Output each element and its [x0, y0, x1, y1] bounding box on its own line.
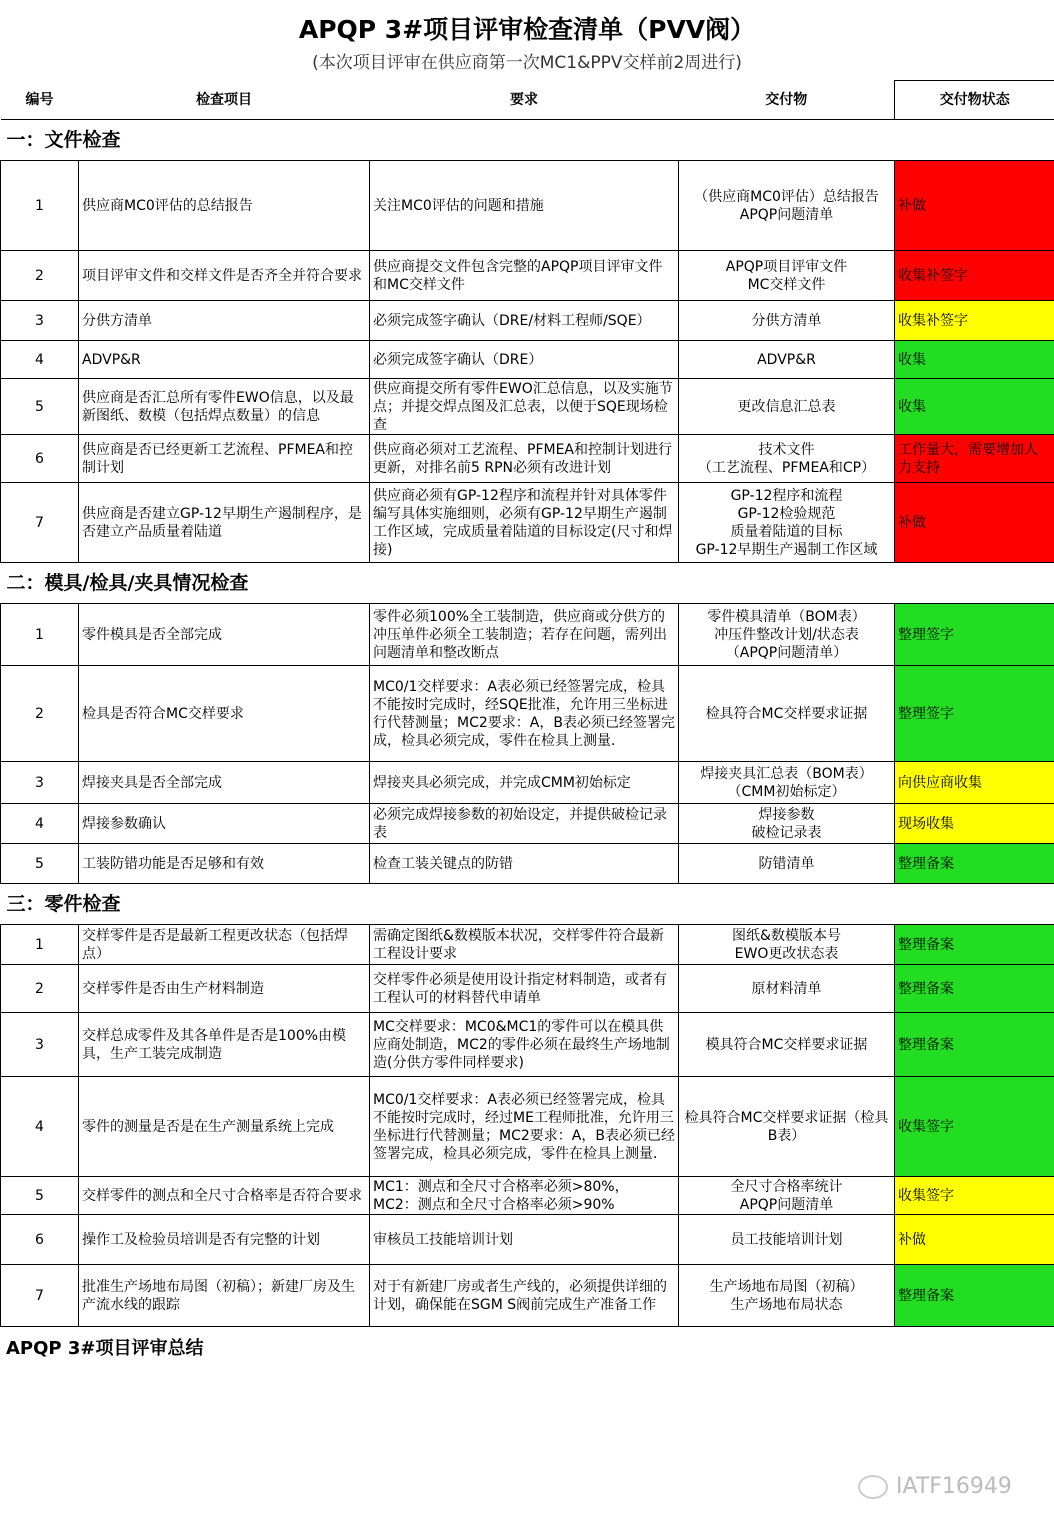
table-row	[1, 1215, 1054, 1265]
deliverable: 员工技能培训计划	[679, 1215, 895, 1265]
section-title: 一：文件检查	[1, 120, 1054, 161]
status-badge: 向供应商收集	[895, 762, 1054, 804]
row-number: 5	[1, 1177, 79, 1215]
watermark	[858, 1474, 1012, 1499]
status-badge: 整理备案	[895, 1265, 1054, 1327]
deliverable: ADVP&R	[679, 341, 895, 379]
row-number: 4	[1, 804, 79, 844]
status-badge: 收集补签字	[895, 251, 1054, 301]
check-item: 供应商是否建立GP-12早期生产遏制程序，是否建立产品质量着陆道	[79, 483, 370, 563]
requirement: 必须完成签字确认（DRE/材料工程师/SQE）	[370, 301, 679, 341]
table-row	[1, 925, 1054, 965]
requirement: 必须完成焊接参数的初始设定，并提供破检记录表	[370, 804, 679, 844]
row-number: 1	[1, 925, 79, 965]
status-badge: 工作量大，需要增加人力支持	[895, 435, 1054, 483]
page-subtitle: (本次项目评审在供应商第一次MC1&PPV交样前2周进行)	[312, 53, 742, 73]
status-badge: 整理签字	[895, 604, 1054, 666]
status-badge: 整理备案	[895, 965, 1054, 1013]
section-header	[1, 120, 1054, 161]
row-number: 4	[1, 341, 79, 379]
row-number: 2	[1, 251, 79, 301]
section-header	[1, 884, 1054, 925]
deliverable: 分供方清单	[679, 301, 895, 341]
wechat-icon	[858, 1475, 888, 1499]
table-row	[1, 301, 1054, 341]
requirement: MC0/1交样要求：A表必须已经签署完成，检具不能按时完成时，经SQE批准，允许用三坐标进行代替测量；MC2要求：A，B表必须已经签署完成，检具必须完成，零件在检具上测量.	[370, 666, 679, 762]
check-item: 交样零件的测点和全尺寸合格率是否符合要求	[79, 1177, 370, 1215]
table-row	[1, 341, 1054, 379]
checklist-table	[0, 80, 1054, 1327]
table-row	[1, 435, 1054, 483]
check-item: 交样零件是否是最新工程更改状态（包括焊点）	[79, 925, 370, 965]
status-badge: 收集	[895, 341, 1054, 379]
requirement: 供应商必须有GP-12程序和流程并针对具体零件编写具体实施细则，必须有GP-12早期生产遏制工作区域，完成质量着陆道的目标设定(尺寸和焊接)	[370, 483, 679, 563]
check-item: 供应商是否已经更新工艺流程、PFMEA和控制计划	[79, 435, 370, 483]
row-number: 3	[1, 762, 79, 804]
table-row	[1, 844, 1054, 884]
row-number: 7	[1, 1265, 79, 1327]
requirement: MC1：测点和全尺寸合格率必须>80%， MC2：测点和全尺寸合格率必须>90%	[370, 1177, 679, 1215]
row-number: 2	[1, 965, 79, 1013]
deliverable: （供应商MC0评估）总结报告 APQP问题清单	[679, 161, 895, 251]
deliverable: 防错清单	[679, 844, 895, 884]
header-no: 编号	[1, 81, 79, 120]
check-item: ADVP&R	[79, 341, 370, 379]
header-deliverable: 交付物	[679, 81, 895, 120]
section-title: 二：模具/检具/夹具情况检查	[1, 563, 1054, 604]
deliverable: APQP项目评审文件 MC交样文件	[679, 251, 895, 301]
table-row	[1, 666, 1054, 762]
row-number: 5	[1, 379, 79, 435]
row-number: 3	[1, 1013, 79, 1077]
status-badge: 收集补签字	[895, 301, 1054, 341]
check-item: 供应商MC0评估的总结报告	[79, 161, 370, 251]
status-badge: 补做	[895, 483, 1054, 563]
status-badge: 收集	[895, 379, 1054, 435]
requirement: 检查工装关键点的防错	[370, 844, 679, 884]
deliverable: 检具符合MC交样要求证据（检具B表）	[679, 1077, 895, 1177]
deliverable: 更改信息汇总表	[679, 379, 895, 435]
requirement: 供应商提交所有零件EWO汇总信息，以及实施节点；并提交焊点图及汇总表，以便于SQE现场检查	[370, 379, 679, 435]
deliverable: 全尺寸合格率统计 APQP问题清单	[679, 1177, 895, 1215]
summary-heading: APQP 3#项目评审总结	[6, 1338, 204, 1359]
check-item: 零件模具是否全部完成	[79, 604, 370, 666]
deliverable: 检具符合MC交样要求证据	[679, 666, 895, 762]
check-item: 检具是否符合MC交样要求	[79, 666, 370, 762]
requirement: MC交样要求：MC0&MC1的零件可以在模具供应商处制造，MC2的零件必须在最终生产场地制造(分供方零件同样要求)	[370, 1013, 679, 1077]
table-row	[1, 1265, 1054, 1327]
row-number: 1	[1, 161, 79, 251]
check-item: 分供方清单	[79, 301, 370, 341]
table-row	[1, 965, 1054, 1013]
requirement: 对于有新建厂房或者生产线的，必须提供详细的计划，确保能在SGM S阀前完成生产准备工作	[370, 1265, 679, 1327]
status-badge: 补做	[895, 1215, 1054, 1265]
requirement: 零件必须100%全工装制造，供应商或分供方的冲压单件必须全工装制造；若存在问题，需列出问题清单和整改断点	[370, 604, 679, 666]
row-number: 7	[1, 483, 79, 563]
status-badge: 收集签字	[895, 1177, 1054, 1215]
requirement: 关注MC0评估的问题和措施	[370, 161, 679, 251]
table-row	[1, 762, 1054, 804]
status-badge: 收集签字	[895, 1077, 1054, 1177]
table-row	[1, 251, 1054, 301]
deliverable: 零件模具清单（BOM表） 冲压件整改计划/状态表 （APQP问题清单）	[679, 604, 895, 666]
requirement: 交样零件必须是使用设计指定材料制造，或者有工程认可的材料替代申请单	[370, 965, 679, 1013]
check-item: 交样总成零件及其各单件是否是100%由模具，生产工装完成制造	[79, 1013, 370, 1077]
check-item: 焊接夹具是否全部完成	[79, 762, 370, 804]
deliverable: 技术文件 （工艺流程、PFMEA和CP）	[679, 435, 895, 483]
row-number: 3	[1, 301, 79, 341]
row-number: 2	[1, 666, 79, 762]
check-item: 批准生产场地布局图（初稿）；新建厂房及生产流水线的跟踪	[79, 1265, 370, 1327]
deliverable: 焊接参数 破检记录表	[679, 804, 895, 844]
row-number: 6	[1, 435, 79, 483]
section-title: 三：零件检查	[1, 884, 1054, 925]
header-requirement: 要求	[370, 81, 679, 120]
row-number: 5	[1, 844, 79, 884]
requirement: 焊接夹具必须完成，并完成CMM初始标定	[370, 762, 679, 804]
check-item: 项目评审文件和交样文件是否齐全并符合要求	[79, 251, 370, 301]
check-item: 焊接参数确认	[79, 804, 370, 844]
deliverable: 焊接夹具汇总表（BOM表） （CMM初始标定）	[679, 762, 895, 804]
table-row	[1, 1013, 1054, 1077]
requirement: 供应商提交文件包含完整的APQP项目评审文件和MC交样文件	[370, 251, 679, 301]
header-item: 检查项目	[79, 81, 370, 120]
header-row	[1, 81, 1054, 120]
deliverable: 原材料清单	[679, 965, 895, 1013]
requirement: MC0/1交样要求：A表必须已经签署完成，检具不能按时完成时，经过ME工程师批准，允许用三坐标进行代替测量；MC2要求：A，B表必须已经签署完成，检具必须完成，零件在检具上测量.	[370, 1077, 679, 1177]
status-badge: 整理签字	[895, 666, 1054, 762]
status-badge: 整理备案	[895, 925, 1054, 965]
check-item: 操作工及检验员培训是否有完整的计划	[79, 1215, 370, 1265]
table-row	[1, 483, 1054, 563]
table-row	[1, 604, 1054, 666]
page-title: APQP 3#项目评审检查清单（PVV阀）	[298, 15, 756, 44]
row-number: 6	[1, 1215, 79, 1265]
check-item: 零件的测量是否是在生产测量系统上完成	[79, 1077, 370, 1177]
row-number: 4	[1, 1077, 79, 1177]
section-header	[1, 563, 1054, 604]
check-item: 交样零件是否由生产材料制造	[79, 965, 370, 1013]
table-row	[1, 379, 1054, 435]
status-badge: 整理备案	[895, 1013, 1054, 1077]
deliverable: GP-12程序和流程 GP-12检验规范 质量着陆道的目标 GP-12早期生产遏制工作区域	[679, 483, 895, 563]
requirement: 需确定图纸&数模版本状况，交样零件符合最新工程设计要求	[370, 925, 679, 965]
check-item: 工装防错功能是否足够和有效	[79, 844, 370, 884]
watermark-text: IATF16949	[896, 1474, 1012, 1499]
row-number: 1	[1, 604, 79, 666]
table-row	[1, 1077, 1054, 1177]
requirement: 供应商必须对工艺流程、PFMEA和控制计划进行更新，对排名前5 RPN必须有改进计划	[370, 435, 679, 483]
table-row	[1, 1177, 1054, 1215]
table-row	[1, 161, 1054, 251]
deliverable: 图纸&数模版本号 EWO更改状态表	[679, 925, 895, 965]
status-badge: 整理备案	[895, 844, 1054, 884]
requirement: 审核员工技能培训计划	[370, 1215, 679, 1265]
deliverable: 模具符合MC交样要求证据	[679, 1013, 895, 1077]
table-row	[1, 804, 1054, 844]
status-badge: 现场收集	[895, 804, 1054, 844]
deliverable: 生产场地布局图（初稿） 生产场地布局状态	[679, 1265, 895, 1327]
requirement: 必须完成签字确认（DRE）	[370, 341, 679, 379]
status-badge: 补做	[895, 161, 1054, 251]
check-item: 供应商是否汇总所有零件EWO信息，以及最新图纸、数模（包括焊点数量）的信息	[79, 379, 370, 435]
header-status: 交付物状态	[895, 81, 1054, 120]
checklist-body	[1, 120, 1054, 1327]
